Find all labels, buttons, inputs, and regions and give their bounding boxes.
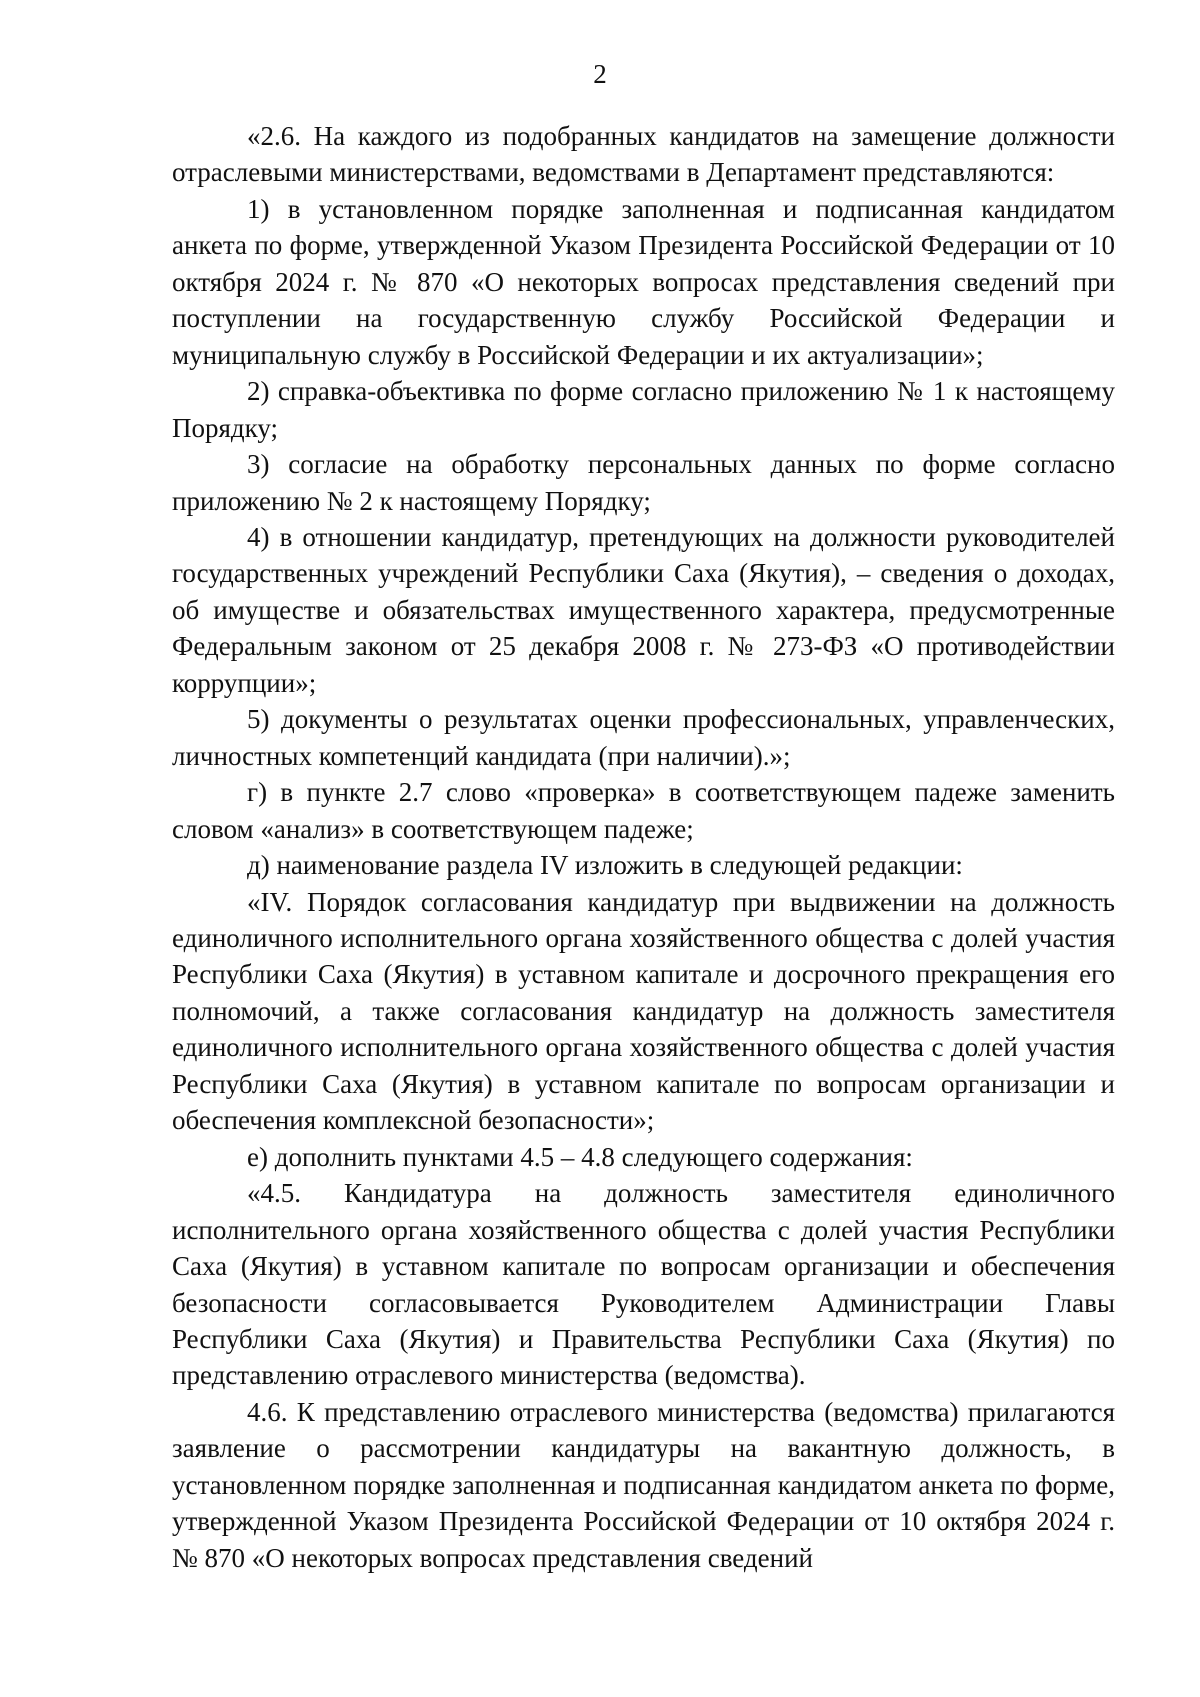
paragraph-item-5: 5) документы о результатах оценки профессиональных, управленческих, личностных компетенций кандидата (при наличии).»; [172,704,1115,771]
paragraph-amendment-g: г) в пункте 2.7 слово «проверка» в соответствующем падеже заменить словом «анализ» в соответствующем падеже; [172,777,1115,844]
paragraph-item-2: 2) справка-объективка по форме согласно приложению № 1 к настоящему Порядку; [172,376,1115,443]
paragraph-item-3: 3) согласие на обработку персональных данных по форме согласно приложению № 2 к настоящему Порядку; [172,449,1115,516]
paragraph-4-5: «4.5. Кандидатура на должность заместителя единоличного исполнительного органа хозяйственного общества с долей участия Республики Саха (Якутия) в уставном капитале по вопросам организации и обеспечения безопасности согласовывается Руководителем Администрации Главы Республики Саха (Якутия) и Правительства Республики Саха (Якутия) по представлению отраслевого министерства (ведомства). [172,1178,1115,1391]
document-body [172,118,1115,1576]
paragraph-amendment-d: д) наименование раздела IV изложить в следующей редакции: [247,850,963,881]
paragraph-2-6: «2.6. На каждого из подобранных кандидатов на замещение должности отраслевыми министерствами, ведомствами в Департамент представляются: [172,121,1115,188]
paragraph-item-4: 4) в отношении кандидатур, претендующих на должности руководителей государственных учреждений Республики Саха (Якутия), – сведения о доходах, об имуществе и обязательствах имущественного характера, предусмотренные Федеральным законом от 25 декабря 2008 г. № 273-ФЗ «О противодействии коррупции»; [172,521,1115,698]
paragraph-amendment-e: е) дополнить пунктами 4.5 – 4.8 следующего содержания: [247,1141,913,1172]
paragraph-item-1: 1) в установленном порядке заполненная и подписанная кандидатом анкета по форме, утвержденной Указом Президента Российской Федерации от 10 октября 2024 г. № 870 «О некоторых вопросах представления сведений при поступлении на государственную службу Российской Федерации и муниципальную службу в Российской Федерации и их актуализации»; [172,193,1115,370]
page-number: 2 [593,59,607,89]
paragraph-section-iv-title: «IV. Порядок согласования кандидатур при выдвижении на должность единоличного исполнительного органа хозяйственного общества с долей участия Республики Саха (Якутия) в уставном капитале и досрочного прекращения его полномочий, а также согласования кандидатур на должность заместителя единоличного исполнительного органа хозяйственного общества с долей участия Республики Саха (Якутия) в уставном капитале по вопросам организации и обеспечения комплексной безопасности»; [172,886,1115,1136]
paragraph-4-6: 4.6. К представлению отраслевого министерства (ведомства) прилагаются заявление о рассмотрении кандидатуры на вакантную должность, в установленном порядке заполненная и подписанная кандидатом анкета по форме, утвержденной Указом Президента Российской Федерации от 10 октября 2024 г. № 870 «О некоторых вопросах представления сведений [172,1396,1115,1573]
